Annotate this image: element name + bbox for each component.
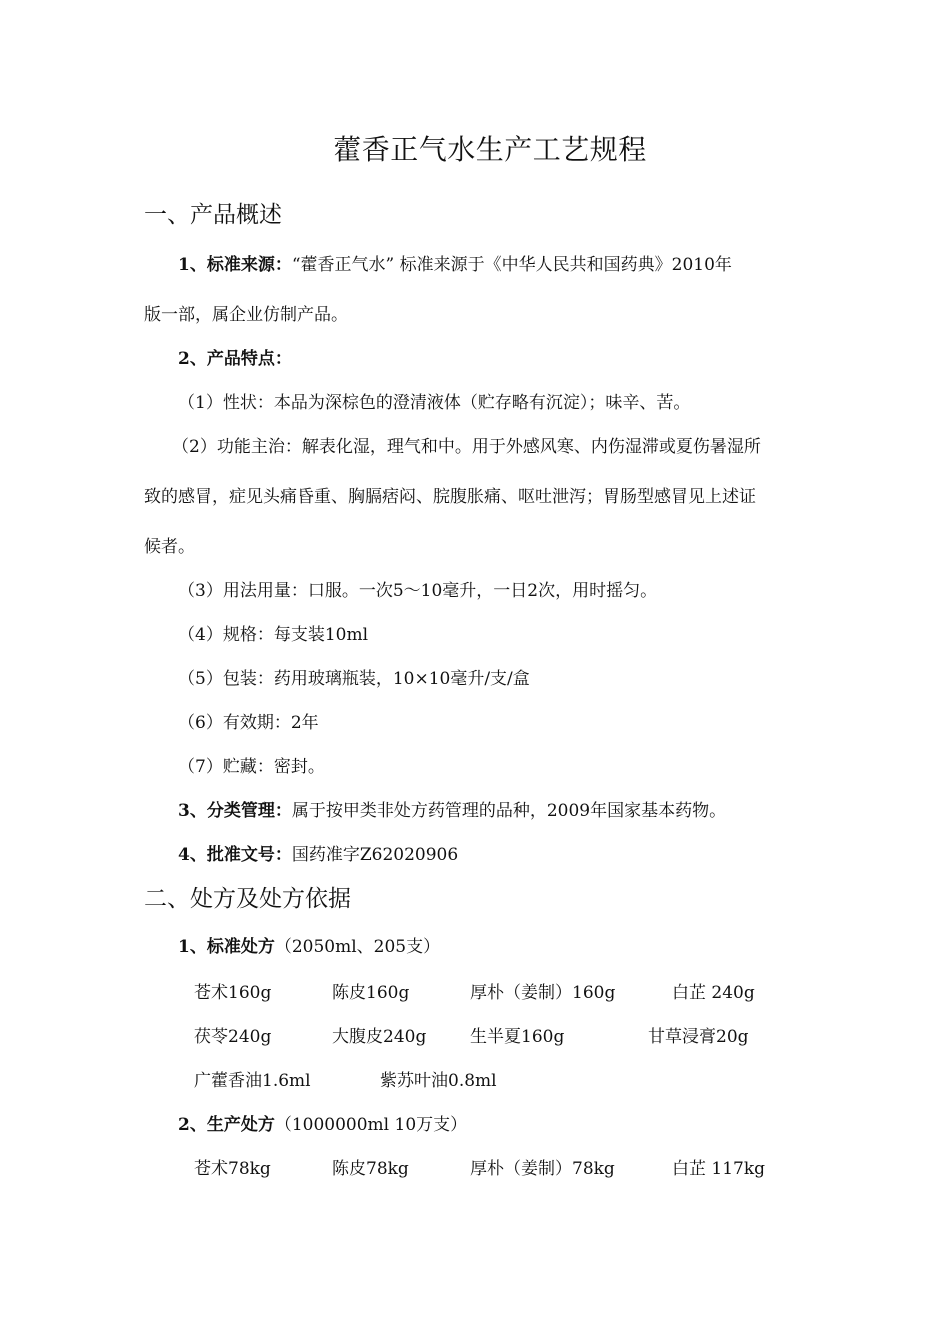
feature-dosage: （3）用法用量：口服。一次5～10毫升，一日2次，用时摇匀。	[178, 581, 658, 601]
feature-packaging: （5）包装：药用玻璃瓶装，10×10毫升/支/盒	[178, 669, 530, 689]
ingredient-cell: 厚朴（姜制）78kg	[470, 1159, 615, 1179]
feature-specification: （4）规格：每支装10ml	[178, 625, 369, 645]
ingredient-cell: 厚朴（姜制）160g	[470, 983, 616, 1003]
production-prescription-line	[178, 1112, 467, 1138]
section-heading-prescription: 二、处方及处方依据	[144, 886, 351, 912]
feature-shelf-life: （6）有效期：2年	[178, 713, 319, 733]
ingredient-cell: 甘草浸膏20g	[648, 1027, 749, 1047]
standard-source-label: 1、标准来源：	[178, 255, 292, 275]
ingredient-cell: 苍术78kg	[194, 1159, 271, 1179]
standard-prescription-line	[178, 934, 440, 960]
approval-number-label: 4、批准文号：	[178, 845, 292, 865]
ingredient-cell: 白芷 240g	[672, 983, 755, 1003]
production-prescription-label: 2、生产处方	[178, 1115, 275, 1135]
ingredient-cell: 陈皮78kg	[332, 1159, 409, 1179]
ingredient-cell: 陈皮160g	[332, 983, 410, 1003]
ingredient-cell: 紫苏叶油0.8ml	[380, 1071, 497, 1091]
standard-source-text: “藿香正气水” 标准来源于《中华人民共和国药典》2010年	[291, 255, 732, 275]
standard-source-line	[178, 252, 732, 278]
classification-line	[178, 798, 726, 824]
product-features-label: 2、产品特点：	[178, 349, 292, 369]
classification-label: 3、分类管理：	[178, 801, 292, 821]
classification-text: 属于按甲类非处方药管理的品种，2009年国家基本药物。	[291, 801, 727, 821]
ingredient-cell: 苍术160g	[194, 983, 272, 1003]
section-heading-overview: 一、产品概述	[144, 202, 282, 228]
ingredient-cell: 茯苓240g	[194, 1027, 272, 1047]
feature-indication-line3: 候者。	[144, 537, 195, 557]
standard-source-continuation: 版一部，属企业仿制产品。	[144, 305, 348, 325]
production-prescription-note: （1000000ml 10万支）	[274, 1115, 468, 1135]
standard-prescription-note: （2050ml、205支）	[274, 937, 441, 957]
ingredient-cell: 生半夏160g	[470, 1027, 565, 1047]
standard-prescription-label: 1、标准处方	[178, 937, 275, 957]
approval-number-text: 国药准字Z62020906	[291, 845, 459, 865]
ingredient-cell: 白芷 117kg	[672, 1159, 766, 1179]
feature-storage: （7）贮藏：密封。	[178, 757, 325, 777]
feature-indication-line1: （2）功能主治：解表化湿，理气和中。用于外感风寒、内伤湿滞或夏伤暑湿所	[172, 437, 761, 457]
document-title: 藿香正气水生产工艺规程	[333, 133, 647, 166]
feature-appearance: （1）性状：本品为深棕色的澄清液体（贮存略有沉淀）；味辛、苦。	[178, 393, 691, 413]
feature-indication-line2: 致的感冒，症见头痛昏重、胸膈痞闷、脘腹胀痛、呕吐泄泻；胃肠型感冒见上述证	[144, 487, 756, 507]
approval-number-line	[178, 842, 458, 868]
ingredient-cell: 大腹皮240g	[332, 1027, 427, 1047]
ingredient-cell: 广藿香油1.6ml	[194, 1071, 311, 1091]
